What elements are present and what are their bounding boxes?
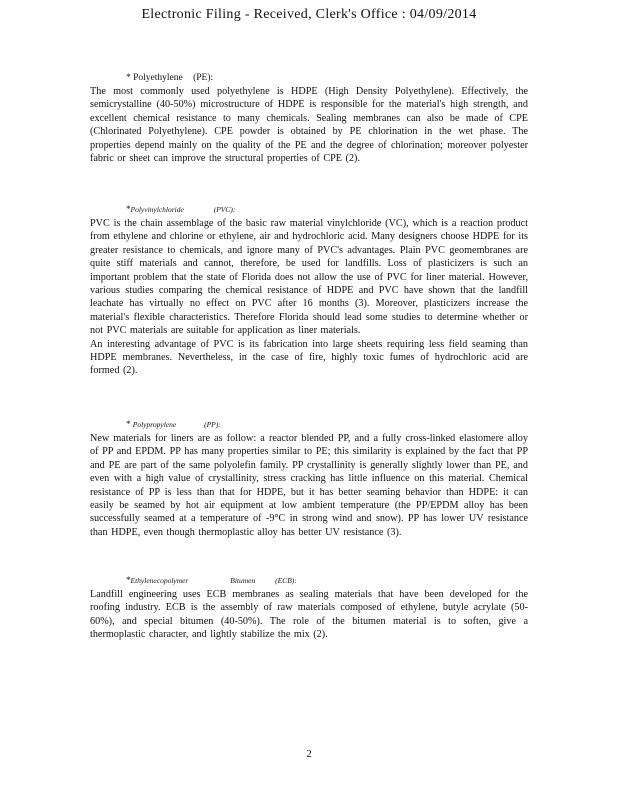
section-ecb [90,574,528,642]
section-paragraph: An interesting advantage of PVC is its fabrication into large sheets requiring less field seaming than HDPE membranes. Nevertheless, in the case of fire, highly toxic fumes of hydrochloric acid are formed (2). [90,338,528,377]
section-title [126,72,528,84]
section-polyvinylchloride [90,203,528,378]
section-title: * Polypropylene (PP): [126,419,221,429]
section-title-tag: (PP): [204,420,221,429]
section-title-text: * Polyethylene [126,73,183,83]
section-paragraph: New materials for liners are as follow: a reactor blended PP, and a fully cross-linked elastomere alloy of PP and EPDM. PP has many properties similar to PE; this similarity is explained by the fact that PP and PE are part of the same polyolefin family. PP crystallinity is generally slightly lower than PE, and even with a high value of crystallinity, stress cracking has little influence on this material. Chemical resistance of PP is less than that for HDPE, but it has better seaming behavior than HDPE: it can easily be seamed by hot air equipment at low ambient temperature (the PP/EPDM alloy has been successfully seamed at a temperature of -9°C in strong wind and snow). PP has lower UV resistance than HDPE, even though thermoplastic alloy has better UV resistance (3). [90,433,528,538]
section-paragraph: The most commonly used polyethylene is HDPE (High Density Polyethylene). Effectively, the semicrystalline (40-50%) microstructure of HDPE is responsible for the material's high strength, and excellent chemical resistance to many chemicals. Sealing membranes can also be made of CPE (Chlorinated Polyethylene). CPE powder is obtained by PE chlorination in the wet phase. The properties depend mainly on the quality of the PE and the degree of chlorination; moreover polyester fabric or sheet can improve the structural properties of CPE (2). [90,86,528,165]
section-title-text: Ethylenecopolymer [130,576,189,585]
page-number: 2 [306,748,312,760]
section-title-text: Polyvinylchloride [130,205,184,214]
section-title: *Polyvinylchloride (PVC): [126,204,236,214]
section-title: *Ethylenecopolymer Bitumen (ECB): [126,575,297,585]
section-title-text: Polypropylene [132,420,177,429]
section-title-tag: (ECB): [275,576,297,585]
section-polyethylene [90,72,528,165]
section-title-tag: (PVC): [213,205,236,214]
section-paragraph: PVC is the chain assemblage of the basic raw material vinylchloride (VC), which is a reaction product from ethylene and chlorine or ethylene, air and hydrochloric acid. Many designers choose HDPE for its greater resistance to chemicals, and ignore many of PVC's advantages. Plain PVC geomembranes are quite stiff materials and cannot, therefore, be used for landfills. Loss of plasticizers is such an important problem that the state of Florida does not allow the use of PVC for liner material. However, various studies comparing the chemical resistance of HDPE and PVC have shown that the landfill leachate has virtually no effect on PVC after 16 months (3). Moreover, plasticizers increase the material's flexible characteristics. Therefore Florida should lead some studies to determine whether or not PVC materials are suitable for application as liner materials. [90,218,528,337]
section-polypropylene [90,418,528,539]
section-title-tag: (PE): [193,73,214,83]
filing-header: Electronic Filing - Received, Clerk's Office : 04/09/2014 [141,7,477,22]
section-title-text-2: Bitumen [230,576,256,585]
section-paragraph: Landfill engineering uses ECB membranes as sealing materials that have been developed for the roofing industry. ECB is the assembly of raw materials composed of ethylene, butyle acrylate (50-60%), and special bitumen (40-50%). The role of the bitumen material is to soften, give a thermoplastic character, and lightly stabilize the mix (2). [90,589,528,641]
